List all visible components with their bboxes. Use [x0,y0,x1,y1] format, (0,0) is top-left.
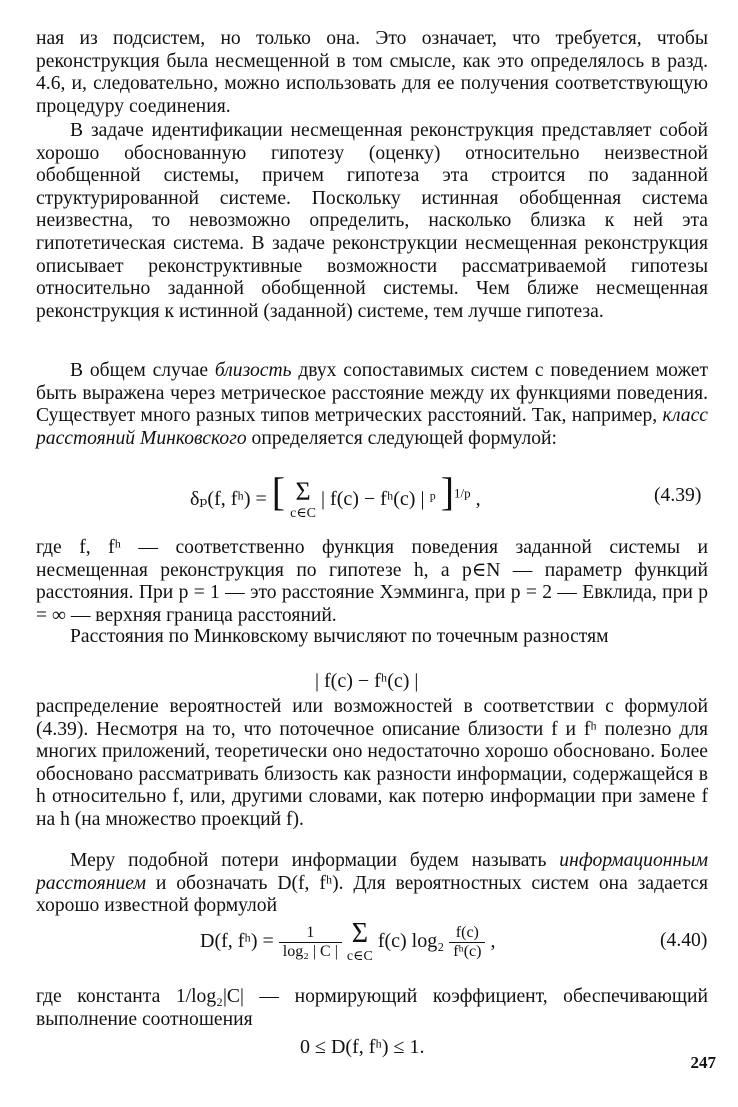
paragraph-1: ная из подсистем, но только она. Это означает, что требуется, чтобы реконструкция была несмещенной в том смысле, как это определялось в разд. 4.6, и, следовательно, можно использовать для ее получения соответствующую процедуру соединения. [36,28,708,117]
equation-inequality: 0 ≤ D(f, fʰ) ≤ 1. [300,1036,425,1058]
equation-number-4-40: (4.40) [660,930,708,951]
paragraph-3: В общем случае близость двух сопоставимых систем с поведением может быть выражена через метрическое расстояние между их функциями поведения. Существует много разных типов метрических расстояний. Так, например, класс расстояний Минковского определяется следующей формулой: [36,360,709,449]
equation-4-39: δₚ(f, fʰ) = [ Σ c∈C | f(c) − fʰ(c) | ᵖ ]$^{1/p}$ , [190,469,481,521]
paragraph-8: где константа 1/log₂|C| — нормирующий коэффициент, обеспечивающий выполнение соотношения [36,986,708,1030]
paragraph-4: где f, fʰ — соответственно функция поведения заданной системы и несмещенная реконструкция по гипотезе h, а p∈N — параметр функций расстояния. При p = 1 — это расстояние Хэмминга, при p = 2 — Евклида, при p = ∞ — верхняя граница расстояний. [36,537,708,626]
paragraph-2: В задаче идентификации несмещенная реконструкция представляет собой хорошо обоснованную гипотезу (оценку) относительно неизвестной обобщенной системы, причем гипотеза эта строится по заданной структурированной системе. Поскольку истинная обобщенная система неизвестна, то невозможно определить, насколько близка к ней эта гипотетическая система. В задаче реконструкции несмещенная реконструкция описывает реконструктивные возможности рассматриваемой гипотезы относительно заданной обобщенной системы. Чем ближе несмещенная реконструкция к истинной (заданной) системе, тем лучше гипотеза. [36,120,708,322]
paragraph-7: Меру подобной потери информации будем называть информационным расстоянием и обозначать D(f, fʰ). Для вероятностных систем она задается хорошо известной формулой [36,850,708,917]
equation-4-40: D(f, fʰ) = $\frac{1}{\text{log₂ | C |}}$ Σ c∈C f(c) log₂ $\frac{f(c)}{\text{fʰ(c)}}$ , [200,918,496,964]
equation-pointwise-difference: | f(c) − fʰ(c) | [315,670,419,692]
page-number: 247 [690,1053,716,1072]
paragraph-6: распределение вероятностей или возможностей в соответствии с формулой (4.39). Несмотря на то, что поточечное описание близости f и fʰ полезно для многих приложений, теоретически оно недостаточно хорошо обосновано. Более обосновано рассматривать близость как разности информации, содержащейся в h относительно f, или, другими словами, как потерю информации при замене f на h (на множество проекций f). [36,696,708,830]
paragraph-5: Расстояния по Минковскому вычисляют по точечным разностям [70,626,609,647]
equation-number-4-39: (4.39) [654,485,702,506]
